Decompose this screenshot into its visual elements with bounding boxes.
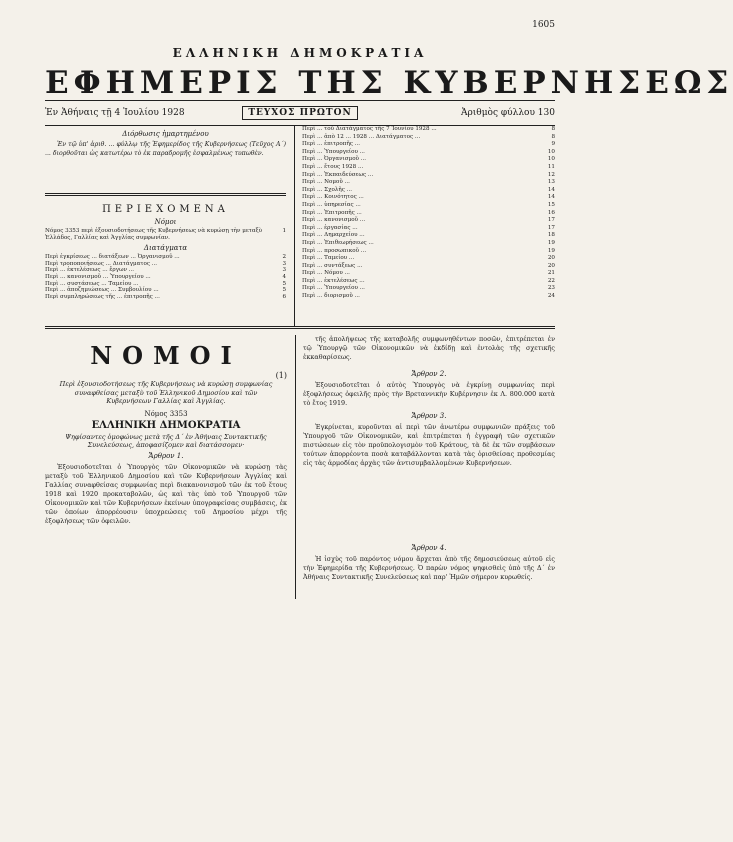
errata-text: Ἐν τῷ ὑπ' ἀριθ. ... φύλλῳ τῆς Ἐφημερίδος τῆς Κυβερνήσεως (Τεῦχος Α΄) ... διορθοῦται ὡς κατωτέρω τὸ ἐκ παραδρομῆς ἐσφαλμένως τυπωθὲν. — [45, 141, 286, 157]
toc-entry-page: 12 — [547, 171, 555, 178]
decree-formula: Ψηφίσαντες ὁμοφώνως μετὰ τῆς Δ΄ ἐν Ἀθήναις Συντακτικῆς Συνελεύσεως, ἀποφασίζομεν καὶ διατάσσομεν· — [65, 432, 267, 449]
toc-entry — [45, 228, 286, 241]
issue-sheet-number: Ἀριθμὸς φύλλου 130 — [460, 108, 555, 118]
toc-entry — [45, 254, 286, 261]
toc-entry-page: 3 — [282, 260, 286, 267]
article-1-text: Ἐξουσιοδοτεῖται ὁ Ὑπουργὸς τῶν Οἰκονομικῶν νὰ κυρώσῃ τὰς μεταξὺ τοῦ Ἑλληνικοῦ Δημοσίου καὶ τῶν Κυβερνήσεων Ἀγγλίας καὶ Γαλλίας συναφθείσας συμφωνίας περὶ διακανονισμοῦ τῶν ἐκ τοῦ ἔτους 1918 καὶ 1920 προκαταβολῶν, ὡς καὶ τὰς ὑπὸ τοῦ Ὑπουργοῦ τῶν Οἰκονομικῶν καὶ τῶν Κυβερνήσεων ἐκείνων ὑπογραφείσας συμβάσεις, ἐκ τῶν ὁποίων ἀπορρέουσιν ὑποχρεώσεις τοῦ Δημοσίου μέχρι τῆς ἐξοφλήσεως τῶν ὀφειλῶν. — [45, 462, 287, 525]
toc-entry-page: 5 — [282, 287, 286, 294]
toc-entry-page: 17 — [547, 217, 555, 224]
toc-entry-page: 11 — [547, 163, 555, 170]
toc-entry-text: Περὶ ... Ἐπιτροπῆς ... — [302, 209, 362, 216]
toc-entry — [302, 285, 555, 292]
page-number: 1605 — [532, 20, 555, 30]
toc-entry — [302, 255, 555, 262]
toc-entry-page: 3 — [282, 267, 286, 274]
toc-entry-text: Περὶ τροποποιήσεως ... Διατάγματος ... — [45, 260, 158, 267]
toc-entry-text: Περὶ ... Ὑπουργείου ... — [302, 285, 365, 292]
toc-entry-text: Περὶ ... συστάσεως ... Ταμείου ... — [45, 280, 139, 287]
toc-entry — [45, 274, 286, 281]
toc-entry — [45, 294, 286, 301]
toc-entry-text: Περὶ ... ἐκτελέσεως ... — [302, 277, 365, 284]
toc-entry-page: 18 — [547, 232, 555, 239]
toc-entry — [302, 263, 555, 270]
toc-entry-page: 10 — [547, 148, 555, 155]
toc-entry-text: Περὶ ... Κοινότητος ... — [302, 194, 364, 201]
toc-entry-page: 4 — [282, 273, 286, 280]
toc-entry-text: Περὶ ... Νόμου ... — [302, 270, 350, 277]
article-2-text: Ἐξουσιοδοτεῖται ὁ αὐτὸς Ὑπουργὸς νὰ ἐγκρίνῃ συμφωνίας περὶ ἐξοφλήσεως ὀφειλῆς πρὸς τὴν Βρεταννικὴν Κυβέρνησιν ἐκ Λ. 800.000 κατὰ τὸ ἔτος 1919. — [303, 381, 555, 407]
toc-entry-text: Περὶ ... Ὑπουργείου ... — [302, 148, 365, 155]
law-intro: Περὶ ἐξουσιοδοτήσεως τῆς Κυβερνήσεως νὰ κυρώσῃ συμφωνίας συναφθείσας μεταξὺ τοῦ Ἑλληνικοῦ Δημοσίου καὶ τῶν Κυβερνήσεων Γαλλίας καὶ Ἀγγλίας. — [59, 380, 273, 405]
toc-entry-page: 9 — [551, 141, 555, 148]
front-matter — [45, 126, 555, 326]
toc-entry-text: Περὶ ... τοῦ Διατάγματος τῆς 7 Ἰουνίου 1928 ... — [302, 126, 437, 132]
toc-entry — [302, 278, 555, 285]
toc-entry-text: Περὶ ... Ταμείου ... — [302, 255, 355, 262]
right-front-column — [295, 126, 555, 326]
laws-right-column — [295, 335, 555, 599]
toc-entry — [302, 225, 555, 232]
toc-entry-text: Περὶ ... ἐκτελέσεως ... ἔργων ... — [45, 267, 135, 274]
toc-entry-page: 14 — [547, 194, 555, 201]
toc-entry-page: 13 — [547, 179, 555, 186]
toc-entry-text: Περὶ ... Δημαρχείου ... — [302, 232, 365, 239]
article-4-text: Ἡ ἰσχὺς τοῦ παρόντος νόμου ἄρχεται ἀπὸ τῆς δημοσιεύσεως αὐτοῦ εἰς τὴν Ἐφημερίδα τῆς Κυβερνήσεως. Ὁ παρὼν νόμος ψηφισθεὶς ὑπὸ τῆς Δ΄ ἐν Ἀθήναις Συντακτικῆς Συνελεύσεως καὶ παρ' Ἡμῶν σήμερον κυρωθείς. — [303, 555, 555, 581]
toc-entry-page: 5 — [282, 280, 286, 287]
law-marker: (1) — [275, 371, 287, 380]
toc-entry — [302, 293, 555, 300]
toc-entry-page: 16 — [547, 209, 555, 216]
article-3-body-clip — [303, 423, 555, 541]
errata-heading: Διόρθωσις ἡμαρτημένου — [122, 130, 209, 138]
toc-entry-text: Περὶ ... συντάξεως ... — [302, 262, 363, 269]
toc-entry — [302, 172, 555, 179]
toc-entry-page: 1 — [282, 228, 286, 234]
laws-left-column — [45, 335, 295, 599]
toc-entry-page: 19 — [547, 247, 555, 254]
toc-entry-page: 20 — [547, 262, 555, 269]
toc-entry-page: 22 — [547, 277, 555, 284]
toc-entry — [302, 232, 555, 239]
toc-entry-text: Νόμος 3353 περὶ ἐξουσιοδοτήσεως τῆς Κυβερνήσεως νὰ κυρώσῃ τὴν μεταξὺ Ἑλλάδος, Γαλλίας καὶ Ἀγγλίας συμφωνίαν. — [45, 228, 263, 241]
toc-entry-page: 14 — [547, 186, 555, 193]
toc-entry-page: 8 — [551, 133, 555, 140]
masthead-title: ΕΦΗΜΕΡΙΣ ΤΗΣ ΚΥΒΕΡΝΗΣΕΩΣ — [45, 65, 733, 101]
toc-entry-page: 23 — [547, 285, 555, 292]
toc-entry-text: Περὶ ... διορισμοῦ ... — [302, 293, 360, 300]
article-3-text: Ἐγκρίνεται, κυροῦνται αἱ περὶ τῶν ἀνωτέρω συμφωνιῶν πράξεις τοῦ Ὑπουργοῦ τῶν Οἰκονομικῶν, καὶ ἐπιτρέπεται ἡ ἐγγραφὴ τῶν σχετικῶν πιστώσεων εἰς τὸν προϋπολογισμὸν τοῦ Κράτους, τὰ δὲ ἐκ τῶν συμβάσεων τούτων ἀπορρέοντα ποσὰ καταβάλλονται κατὰ τὰς ὁρισθείσας προθεσμίας εἰς τὰς ἀρμοδίας ἀρχὰς τῶν ἀντισυμβαλλομένων Κυβερνήσεων. — [303, 423, 555, 467]
article-2-body-clip — [303, 381, 555, 409]
toc-entry — [302, 194, 555, 201]
laws-heading: ΝΟΜΟΙ — [90, 341, 242, 370]
toc-entry — [302, 240, 555, 247]
article-4-body-clip — [303, 555, 555, 582]
toc-entry-text: Περὶ ... ὑπηρεσίας ... — [302, 201, 361, 208]
toc-entry-text: Περὶ ... Ὀργανισμοῦ ... — [302, 156, 367, 163]
article-3-heading: Ἄρθρον 3. — [411, 412, 447, 420]
toc-entry-page: 6 — [282, 293, 286, 300]
toc-entry-text: Περὶ ... Ἐκπαιδεύσεως ... — [302, 171, 374, 178]
toc-entry-text: Περὶ ... Νομοῦ ... — [302, 179, 350, 186]
law-number: Νόμος 3353 — [144, 409, 188, 418]
toc-entry-text: Περὶ ... ἔτους 1928 ... — [302, 163, 364, 170]
contents-heading: ΠΕΡΙΕΧΟΜΕΝΑ — [102, 204, 229, 215]
left-front-column — [45, 126, 295, 326]
toc-entry-page: 19 — [547, 239, 555, 246]
decrees-subheading: Διατάγματα — [143, 244, 188, 253]
toc-entry-page: 24 — [547, 293, 555, 300]
toc-entry-page: 8 — [551, 126, 555, 132]
errata-rule — [45, 193, 286, 196]
toc-entry — [302, 187, 555, 194]
toc-entry — [302, 270, 555, 277]
toc-entry — [302, 126, 555, 133]
laws-subheading: Νόμοι — [154, 218, 177, 226]
toc-entry — [302, 149, 555, 156]
issue-volume: ΤΕΥΧΟΣ ΠΡΩΤΟΝ — [242, 106, 357, 120]
gazette-page — [45, 20, 733, 830]
laws-section — [45, 335, 555, 599]
toc-entry-page: 10 — [547, 156, 555, 163]
state-heading: ΕΛΛΗΝΙΚΗ ΔΗΜΟΚΡΑΤΙΑ — [91, 419, 241, 431]
toc-entry — [45, 287, 286, 294]
issue-date: Ἐν Ἀθήναις τῇ 4 Ἰουλίου 1928 — [45, 108, 185, 118]
toc-entry-text: Περὶ ... ἀποζημιώσεως ... Συμβουλίου ... — [45, 287, 159, 294]
toc-entry-text: Περὶ ... ἐπιτροπῆς ... — [302, 141, 361, 148]
toc-entry-text: Περὶ ... προσωπικοῦ ... — [302, 247, 367, 254]
masthead-kicker: ΕΛΛΗΝΙΚΗ ΔΗΜΟΚΡΑΤΙΑ — [172, 46, 428, 60]
toc-entry-text: Περὶ ... ἐργασίας ... — [302, 224, 358, 231]
toc-entry-text: Περὶ ἐγκρίσεως ... διατάξεων ... Ὀργανισμοῦ ... — [45, 254, 180, 261]
toc-entry — [302, 202, 555, 209]
toc-entry-page: 2 — [282, 254, 286, 261]
article-4-heading: Ἄρθρον 4. — [411, 544, 447, 552]
toc-entry — [302, 217, 555, 224]
toc-entry-page: 17 — [547, 224, 555, 231]
toc-entry — [302, 156, 555, 163]
toc-entry-text: Περὶ ... ἀπὸ 12 ... 1928 ... Διατάγματος ... — [302, 133, 421, 140]
toc-entry-page: 15 — [547, 201, 555, 208]
toc-entry — [302, 164, 555, 171]
toc-entry — [45, 267, 286, 274]
toc-entry-text: Περὶ ... Σχολῆς ... — [302, 186, 353, 193]
issue-line — [45, 104, 555, 122]
toc-entry-text: Περὶ συμπληρώσεως τῆς ... ἐπιτροπῆς ... — [45, 293, 160, 300]
toc-entry-text: Περὶ ... κανονισμοῦ ... Ὑπουργείου ... — [45, 273, 151, 280]
toc-entry — [302, 248, 555, 255]
toc-entry — [302, 141, 555, 148]
toc-entry-text: Περὶ ... κανονισμοῦ ... — [302, 217, 366, 224]
continuation-clip — [303, 335, 555, 367]
section-rule — [45, 326, 555, 329]
toc-entry — [302, 134, 555, 141]
toc-entry — [302, 179, 555, 186]
article-1-body-clip — [45, 463, 287, 599]
toc-entry-page: 20 — [547, 255, 555, 262]
continuation-text: τῆς ἀπολήψεως τῆς καταβολῆς συμφωνηθέντων ποσῶν, ἐπιτρέπεται ἐν τῷ Ὑπουργῷ τῶν Οἰκονομικῶν νὰ ἐκδίδῃ καὶ ἐντολὰς τῆς σχετικῆς ἐκκαθαρίσεως. — [303, 335, 555, 361]
toc-entry-text: Περὶ ... Ἐπιθεωρήσεως ... — [302, 239, 374, 246]
toc-entry — [302, 210, 555, 217]
article-2-heading: Ἄρθρον 2. — [411, 370, 447, 378]
article-1-heading: Ἄρθρον 1. — [148, 451, 184, 460]
toc-entry-page: 21 — [547, 270, 555, 277]
